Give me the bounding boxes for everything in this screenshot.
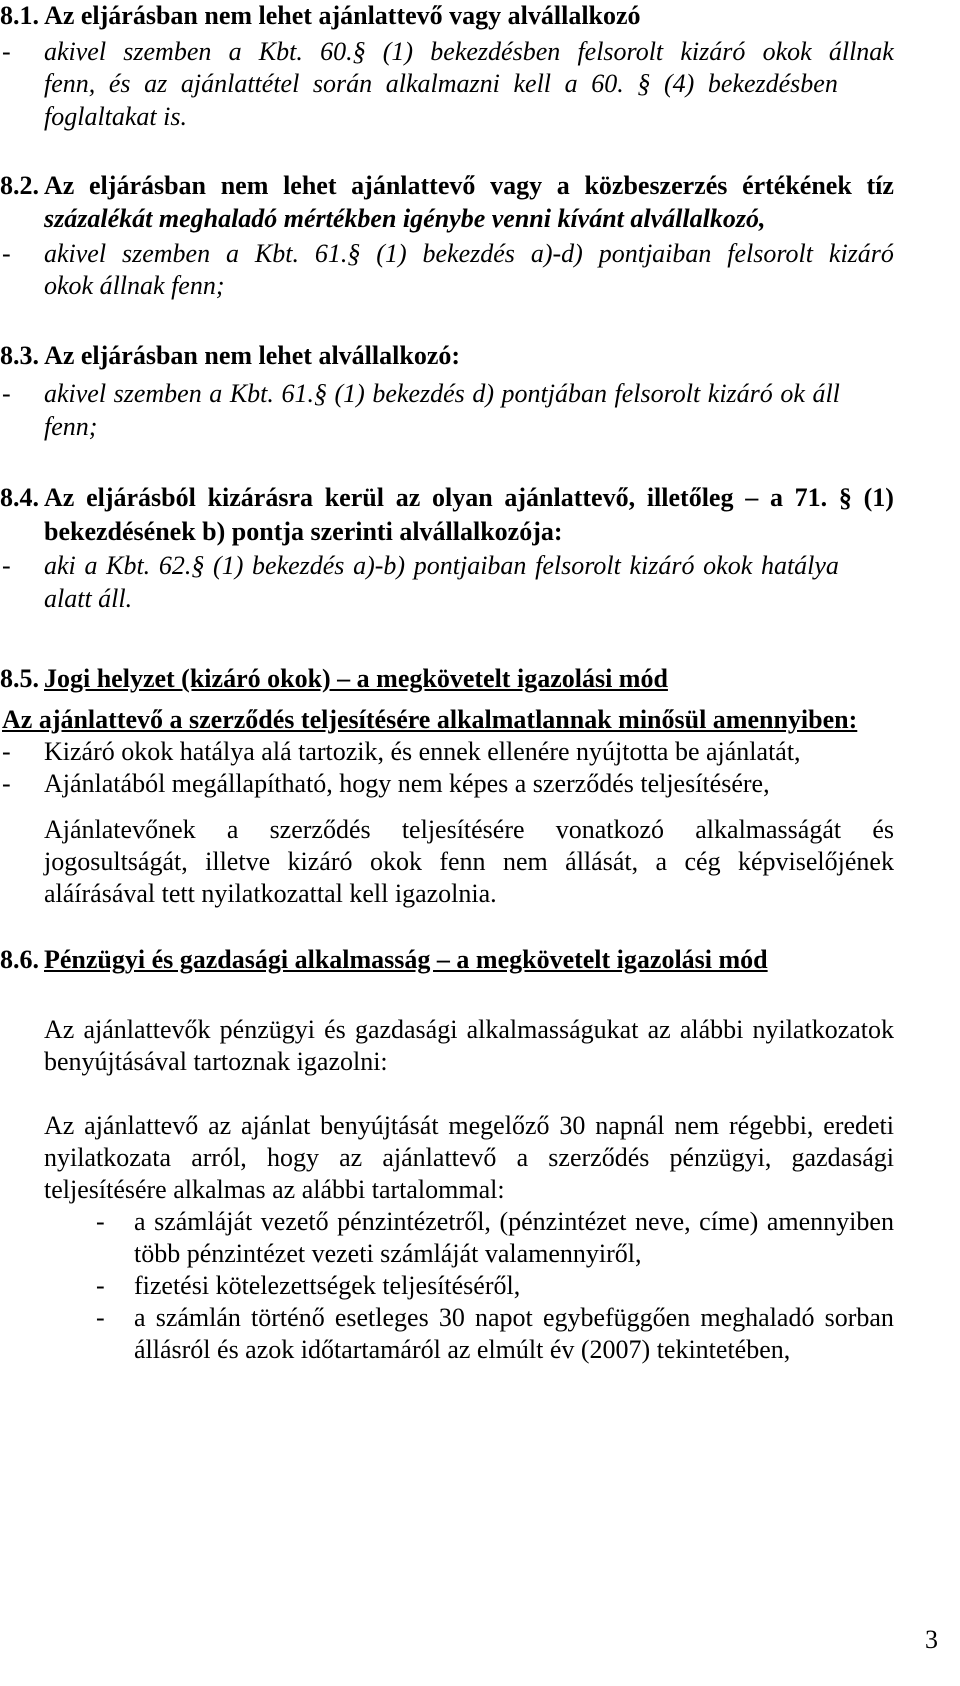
section-8-4-title-line-1: Az eljárásból kizárásra kerül az olyan ajánlattevő, illetőleg – a 71. § (1)	[44, 483, 894, 512]
section-8-2-bullet-line-1: akivel szemben a Kbt. 61.§ (1) bekezdés a)-d) pontjaiban felsorolt kizáró	[44, 239, 894, 268]
bullet-dash: -	[96, 1303, 105, 1332]
section-8-4-bullet-line-2: alatt áll.	[44, 584, 133, 613]
section-8-6-bullet-3-line-2: állásról és azok időtartamáról az elmúlt év (2007) tekintetében,	[134, 1335, 791, 1364]
section-8-5-subtitle: Az ajánlattevő a szerződés teljesítésére alkalmatlannak minősül amennyiben:	[2, 705, 858, 734]
section-8-6-number: 8.6.	[0, 945, 39, 974]
section-8-5-number: 8.5.	[0, 664, 39, 693]
section-8-3-bullet-line-2: fenn;	[44, 412, 98, 441]
section-8-6-title: Pénzügyi és gazdasági alkalmasság – a megkövetelt igazolási mód	[44, 945, 768, 974]
section-8-5-bullet-1: Kizáró okok hatálya alá tartozik, és ennek ellenére nyújtotta be ajánlatát,	[44, 737, 801, 766]
section-8-2-title-line-1: Az eljárásban nem lehet ajánlattevő vagy a közbeszerzés értékének tíz	[44, 171, 894, 200]
bullet-dash: -	[2, 737, 11, 766]
section-8-2-number: 8.2.	[0, 171, 39, 200]
bullet-dash: -	[2, 769, 11, 798]
bullet-dash: -	[2, 239, 11, 268]
section-8-5-paragraph-line-2: jogosultságát, illetve kizáró okok fenn nem állását, a cég képviselőjének	[44, 847, 894, 876]
bullet-dash: -	[2, 379, 11, 408]
section-8-6-bullet-2: fizetési kötelezettségek teljesítéséről,	[134, 1271, 521, 1300]
section-8-1-bullet-line-1: akivel szemben a Kbt. 60.§ (1) bekezdésben felsorolt kizáró okok állnak	[44, 37, 894, 66]
section-8-6-bullet-1-line-1: a számláját vezető pénzintézetről, (pénzintézet neve, címe) amennyiben	[134, 1207, 894, 1236]
bullet-dash: -	[96, 1271, 105, 1300]
section-8-6-paragraph-2-line-2: nyilatkozata arról, hogy az ajánlattevő a szerződés pénzügyi, gazdasági	[44, 1143, 894, 1172]
section-8-1-bullet-line-3: foglaltakat is.	[44, 102, 187, 131]
bullet-dash: -	[2, 551, 11, 580]
section-8-5-title: Jogi helyzet (kizáró okok) – a megkövetelt igazolási mód	[44, 664, 668, 693]
bullet-dash: -	[2, 37, 11, 66]
section-8-3-title: 8.3. Az eljárásban nem lehet alvállalkozó:	[0, 341, 461, 370]
section-8-1-title: 8.1. Az eljárásban nem lehet ajánlattevő vagy alvállalkozó	[0, 1, 641, 30]
section-8-4-title-line-2: bekezdésének b) pontja szerinti alvállalkozója:	[44, 517, 563, 546]
section-8-5-paragraph-line-3: aláírásával tett nyilatkozattal kell igazolnia.	[44, 879, 497, 908]
section-8-2-bullet-line-2: okok állnak fenn;	[44, 271, 225, 300]
section-8-6-bullet-3-line-1: a számlán történő esetleges 30 napot egybefüggően meghaladó sorban	[134, 1303, 894, 1332]
section-8-4-number: 8.4.	[0, 483, 39, 512]
page-number: 3	[925, 1625, 938, 1654]
bullet-dash: -	[96, 1207, 105, 1236]
section-8-6-paragraph-2-line-1: Az ajánlattevő az ajánlat benyújtását megelőző 30 napnál nem régebbi, eredeti	[44, 1111, 894, 1140]
section-8-6-paragraph-1-line-1: Az ajánlattevők pénzügyi és gazdasági alkalmasságukat az alábbi nyilatkozatok	[44, 1015, 894, 1044]
section-8-5-bullet-2: Ajánlatából megállapítható, hogy nem képes a szerződés teljesítésére,	[44, 769, 770, 798]
section-8-3-bullet-line-1: akivel szemben a Kbt. 61.§ (1) bekezdés d) pontjában felsorolt kizáró ok áll	[44, 379, 840, 408]
section-8-6-paragraph-1-line-2: benyújtásával tartoznak igazolni:	[44, 1047, 388, 1076]
section-8-6-bullet-1-line-2: több pénzintézet vezeti számláját valamennyiről,	[134, 1239, 642, 1268]
section-8-5-paragraph-line-1: Ajánlatevőnek a szerződés teljesítésére vonatkozó alkalmasságát és	[44, 815, 894, 844]
section-8-2-title-line-2: százalékát meghaladó mértékben igénybe venni kívánt alvállalkozó,	[44, 204, 766, 233]
section-8-1-bullet-line-2: fenn, és az ajánlattétel során alkalmazni kell a 60. § (4) bekezdésben	[44, 69, 838, 98]
section-8-6-paragraph-2-line-3: teljesítésére alkalmas az alábbi tartalommal:	[44, 1175, 505, 1204]
section-8-4-bullet-line-1: aki a Kbt. 62.§ (1) bekezdés a)-b) pontjaiban felsorolt kizáró okok hatálya	[44, 551, 839, 580]
